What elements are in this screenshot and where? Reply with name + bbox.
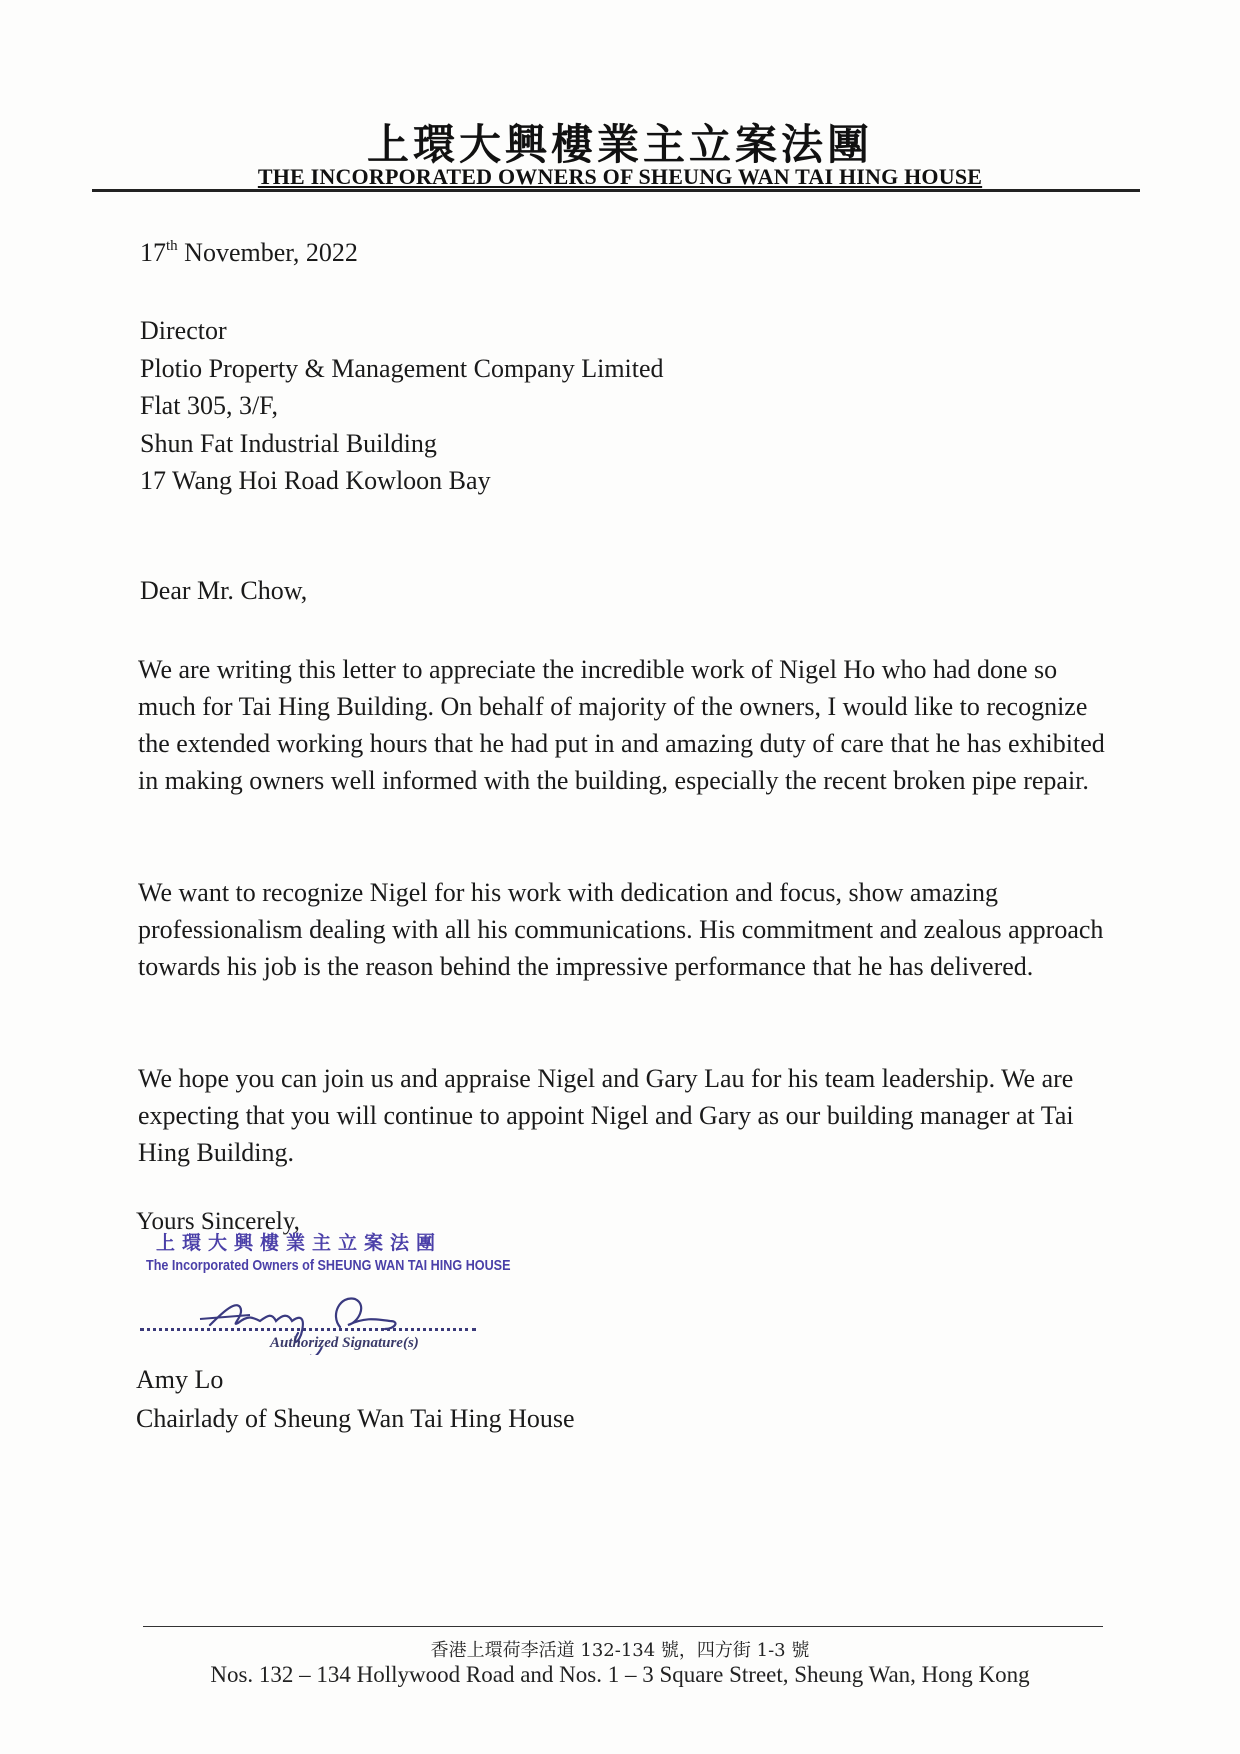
- signature-dotted-line: [140, 1328, 476, 1331]
- footer-rule: [143, 1626, 1103, 1627]
- date-month-year: November, 2022: [184, 238, 358, 267]
- date-ordinal: th: [166, 238, 178, 254]
- recipient-line: Director: [140, 316, 227, 345]
- footer-address-english: Nos. 132 – 134 Hollywood Road and Nos. 1 – 3 Square Street, Sheung Wan, Hong Kong: [210, 1662, 1030, 1687]
- letterhead-chinese-name: 上環大興樓業主立案法團: [366, 120, 873, 169]
- owners-corporation-stamp: [146, 1228, 580, 1274]
- date-day: 17: [140, 238, 166, 267]
- signer-title: Chairlady of Sheung Wan Tai Hing House: [136, 1404, 575, 1433]
- recipient-address: [140, 312, 664, 500]
- signature-block: [140, 1285, 480, 1360]
- signer-name: Amy Lo: [136, 1365, 224, 1394]
- body-paragraph: We hope you can join us and appraise Nigel and Gary Lau for his team leadership. We are expecting that you will continue to appoint Nigel and Gary as our building manager at Tai Hing Building.: [138, 1064, 1074, 1167]
- recipient-line: Plotio Property & Management Company Limited: [140, 353, 664, 383]
- letter-date: [140, 238, 358, 268]
- body-paragraph: We want to recognize Nigel for his work with dedication and focus, show amazing professionalism dealing with all his communications. His commitment and zealous approach towards his job is the reason behind the impressive performance that he has delivered.: [138, 878, 1104, 981]
- signer-block: [136, 1360, 575, 1438]
- letterhead-english-name: THE INCORPORATED OWNERS OF SHEUNG WAN TAI HING HOUSE: [257, 164, 983, 189]
- letterhead-rule: [92, 189, 1140, 192]
- recipient-line: 17 Wang Hoi Road Kowloon Bay: [140, 466, 491, 495]
- recipient-line: Flat 305, 3/F,: [140, 391, 279, 420]
- body-paragraph: We are writing this letter to appreciate the incredible work of Nigel Ho who had done so much for Tai Hing Building. On behalf of majority of the owners, I would like to recognize the extended working hours that he had put in and amazing duty of care that he has exhibited in making owners well informed with the building, especially the recent broken pipe repair.: [138, 655, 1105, 795]
- stamp-chinese-name: 上環大興樓業主立案法團: [156, 1232, 443, 1254]
- signature-label: Authorized Signature(s): [270, 1335, 419, 1351]
- footer-address-chinese: 香港上環荷李活道 132-134 號，四方街 1-3 號: [430, 1640, 810, 1661]
- stamp-english-name: The Incorporated Owners of SHEUNG WAN TAI HING HOUSE: [146, 1257, 511, 1274]
- salutation: Dear Mr. Chow,: [140, 576, 308, 605]
- recipient-line: Shun Fat Industrial Building: [140, 428, 437, 458]
- closing: Yours Sincerely,: [136, 1208, 300, 1235]
